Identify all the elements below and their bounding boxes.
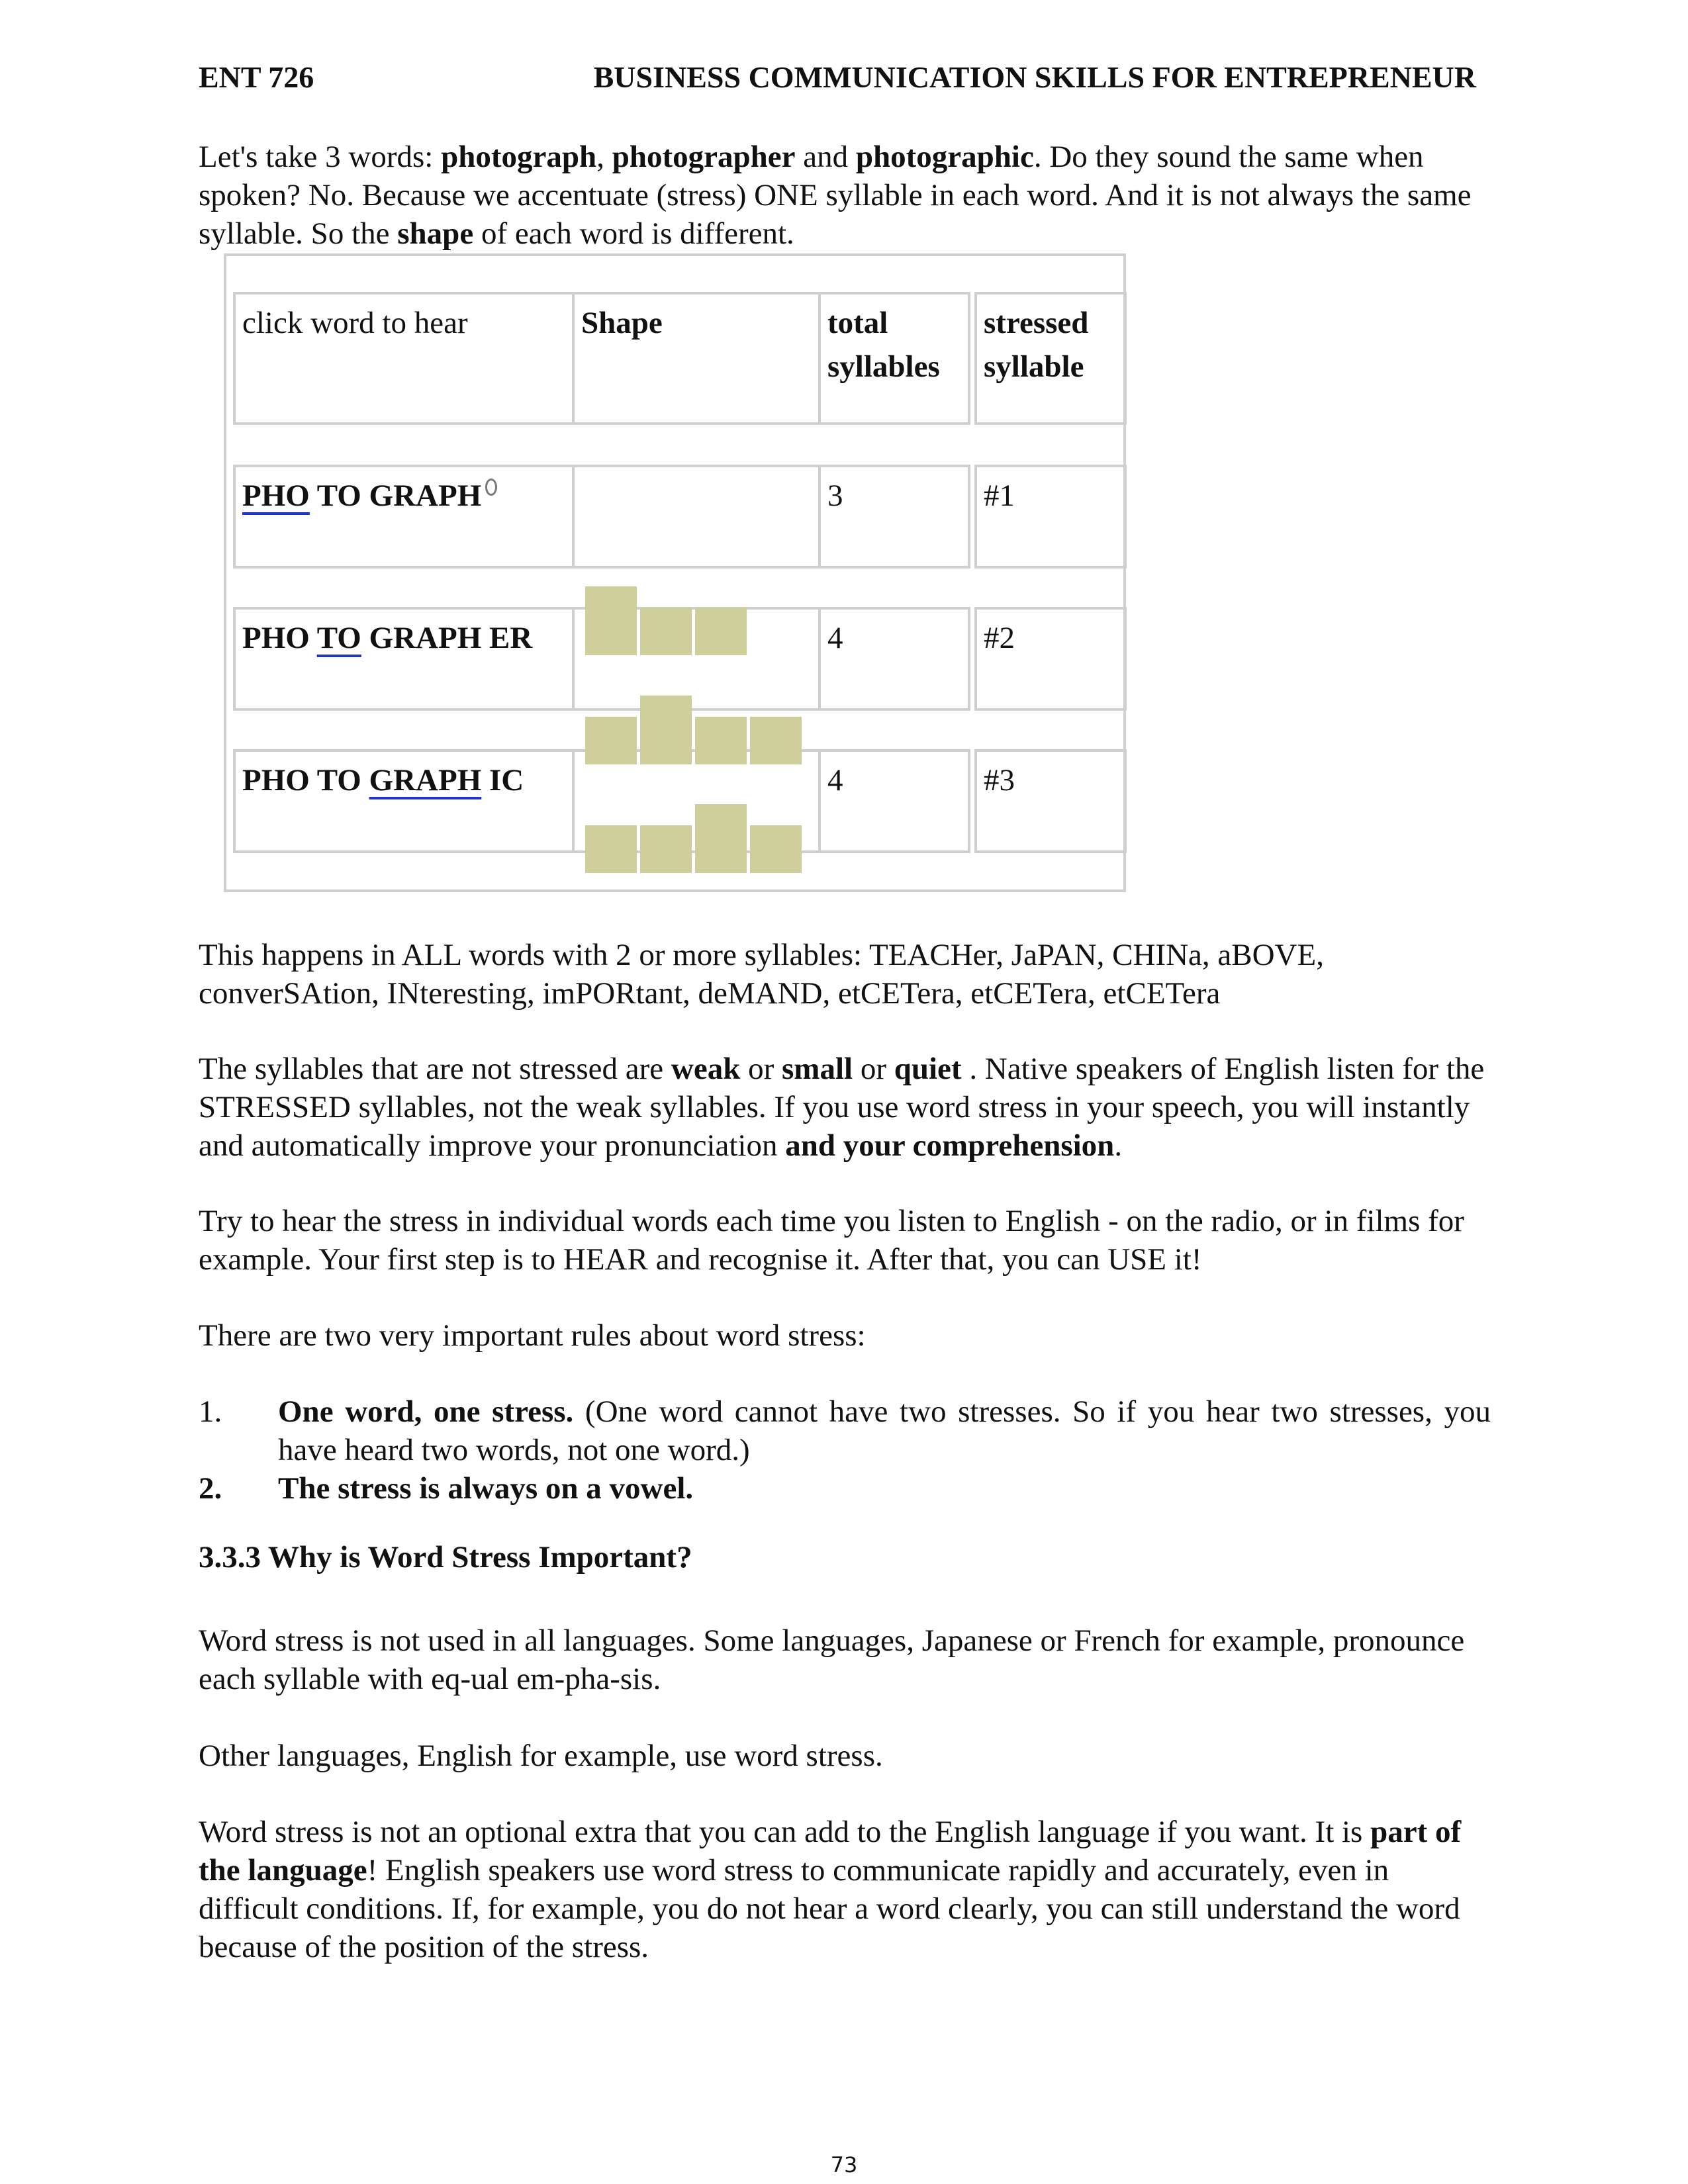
syllable-block [585,825,637,873]
stressed-syllable-link[interactable]: PHO [242,478,310,513]
examples-paragraph: This happens in ALL words with 2 or more syllables: TEACHer, JaPAN, CHINa, aBOVE, converSAtion, INteresting, imPORtant, deMAND, etCETera, etCETera, etCETera [199,938,1324,1011]
header-total-cell: total syllables [818,292,970,425]
listening-paragraph: Try to hear the stress in individual words each time you listen to English - on the radio, or in films for example. Your first step is to HEAR and recognise it. After that, you can USE it! [199,1204,1464,1277]
stressed-syllable-link[interactable]: GRAPH [369,763,482,797]
total-syllables-row2: 4 [818,607,970,711]
stressed-syllable-row1: #1 [974,465,1127,569]
stressed-syllable-row2: #2 [974,607,1127,711]
stressed-syllable-link[interactable]: TO [316,621,361,655]
syllable-block-stressed [585,586,637,655]
word-photographer-cell[interactable]: PHO TO GRAPH ER [233,607,575,711]
page-header [199,60,1476,99]
header-shape-cell: Shape [572,292,821,425]
total-syllables-row1: 3 [818,465,970,569]
stress-importance-paragraph: Word stress is not an optional extra that you can add to the English language if you want. It is part of the language! English speakers use word stress to communicate rapidly and accurately, even in difficult conditions. If, for example, you do not hear a word clearly, you can still understand the word because of the position of the stress. [199,1815,1462,1964]
word-photograph-cell[interactable]: PHO TO GRAPH [233,465,575,569]
shape-cell-row1 [572,465,821,569]
syllable-block [640,825,692,873]
header-stressed-cell: stressed syllable [974,292,1127,425]
header-word-cell: click word to hear [233,292,575,425]
syllable-block [750,717,802,764]
syllable-block [750,825,802,873]
total-syllables-row3: 4 [818,749,970,853]
syllable-block-stressed [695,804,747,873]
course-code: ENT 726 [199,60,314,94]
syllable-block-stressed [640,696,692,764]
stressed-syllable-row3: #3 [974,749,1127,853]
syllable-block [640,608,692,655]
rule-item-1: 1. One word, one stress. (One word cannot have two stresses. So if you hear two stresses, you have heard two words, not one word.) [199,1394,1491,1467]
syllable-block [695,608,747,655]
english-paragraph: Other languages, English for example, use word stress. [199,1739,883,1773]
weak-syllables-paragraph: The syllables that are not stressed are weak or small or quiet . Native speakers of English listen for the STRESSED syllables, not the weak syllables. If you use word stress in your speech, you will instantly and automatically improve your pronunciation and your comprehension. [199,1052,1485,1163]
page-number: 73 [830,2152,858,2177]
syllable-block [695,717,747,764]
rule-item-2: 2. The stress is always on a vowel. [199,1471,694,1506]
course-title: BUSINESS COMMUNICATION SKILLS FOR ENTREPRENEUR [593,60,1476,94]
languages-paragraph: Word stress is not used in all languages. Some languages, Japanese or French for example, pronounce each syllable with eq-ual em-pha-sis. [199,1623,1465,1696]
syllable-block [585,717,637,764]
intro-paragraph: Let's take 3 words: photograph, photographer and photographic. Do they sound the same when spoken? No. Because we accentuate (stress) ONE syllable in each word. And it is not always the same syllable. So the shape of each word is different. [199,140,1472,251]
word-photographic-cell[interactable]: PHO TO GRAPH IC [233,749,575,853]
speaker-icon[interactable] [485,478,497,496]
rules-intro-paragraph: There are two very important rules about word stress: [199,1318,866,1353]
section-heading: 3.3.3 Why is Word Stress Important? [199,1540,692,1574]
